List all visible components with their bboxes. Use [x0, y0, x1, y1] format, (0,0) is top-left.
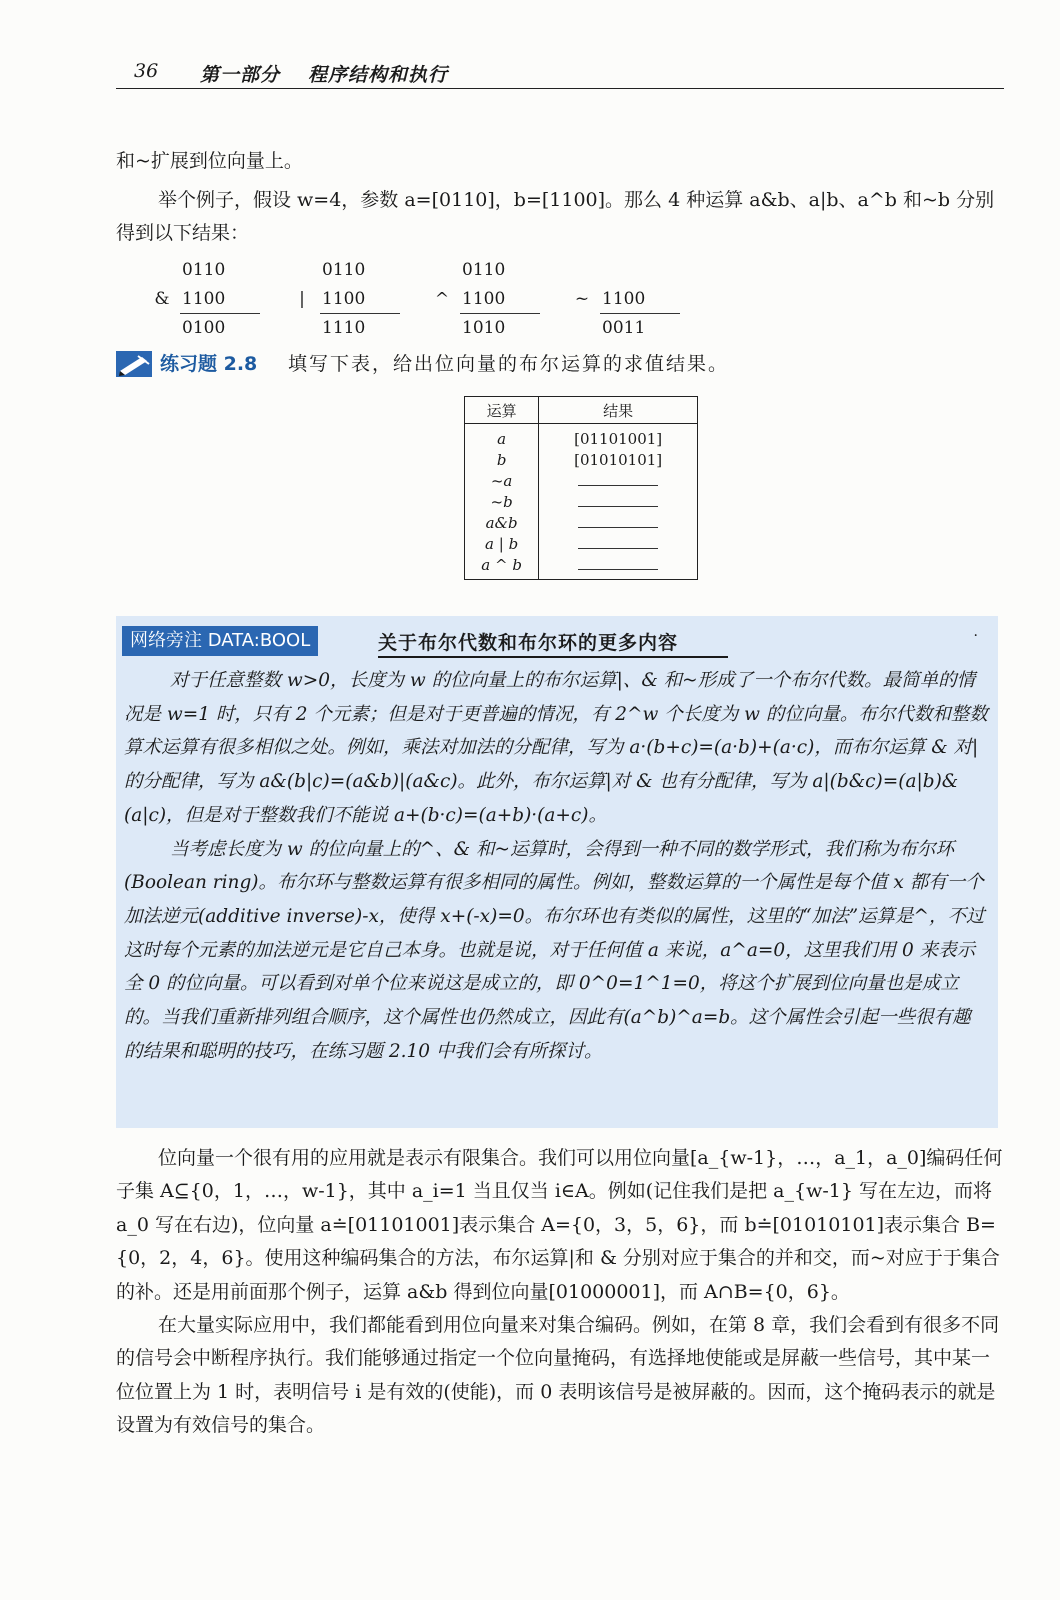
aside-body — [124, 664, 988, 1068]
answer-blank — [578, 555, 658, 570]
op-not: ~ 1100 0011 — [570, 256, 680, 343]
part-label: 第一部分 — [200, 64, 281, 86]
page-header — [116, 58, 1004, 89]
page-number: 36 — [134, 60, 159, 82]
exercise-2-8 — [116, 350, 1004, 380]
table-header-result: 结果 — [539, 397, 698, 424]
table-row: ~b — [465, 491, 698, 512]
table-row: a | b — [465, 533, 698, 554]
answer-blank — [578, 492, 658, 507]
aside-title-underline — [378, 656, 728, 658]
op-and: 0110 & 1100 0100 — [150, 256, 260, 343]
example-paragraph: 举个例子，假设 w=4，参数 a=[0110]，b=[1100]。那么 4 种运算 a&b、a|b、a^b 和~b 分别得到以下结果： — [116, 189, 995, 244]
signal-mask-paragraph: 在大量实际应用中，我们都能看到用位向量来对集合编码。例如，在第 8 章，我们会看到有很多不同的信号会中断程序执行。我们能够通过指定一个位向量掩码，有选择地使能或是屏蔽一些信号，其中某一位位置上为 1 时，表明信号 i 是有效的(使能)，而 0 表明该信号是被屏蔽的。因而，这个掩码表示的就是设置为有效信号的集合。 — [116, 1314, 1000, 1437]
answer-blank — [578, 534, 658, 549]
table-header-op: 运算 — [465, 397, 539, 424]
table-row: a ^ b — [465, 554, 698, 580]
aside-paragraph-2: 当考虑长度为 w 的位向量上的^、& 和~运算时，会得到一种不同的数学形式，我们称为布尔环(Boolean ring)。布尔环与整数运算有很多相同的属性。例如，整数运算的一个属性是每个值 x 都有一个加法逆元(additive inverse)-x，使得 x+(-x)=0。布尔环也有类似的属性，这里的“加法”运算是^，不过这时每个元素的加法逆元是它自己本身。也就是说，对于任何值 a 来说，a^a=0，这里我们用 0 来表示全 0 的位向量。可以看到对单个位来说这是成立的，即 0^0=1^1=0，将这个扩展到位向量也是成立的。当我们重新排列组合顺序，这个属性也仍然成立，因此有(a^b)^a=b。这个属性会引起一些很有趣的结果和聪明的技巧，在练习题 2.10 中我们会有所探讨。 — [124, 838, 985, 1062]
web-aside-box — [116, 616, 998, 1128]
op-or: 0110 | 1100 1110 — [290, 256, 400, 343]
intro-line: 和~扩展到位向量上。 — [116, 150, 303, 172]
exercise-text: 填写下表，给出位向量的布尔运算的求值结果。 — [288, 353, 730, 375]
aside-dot: · — [973, 628, 978, 644]
pencil-icon — [116, 351, 152, 377]
exercise-label: 练习题 2.8 — [160, 353, 258, 375]
exercise-table — [464, 396, 698, 580]
part-title: 程序结构和执行 — [308, 64, 449, 86]
table-row: a [01101001] — [465, 424, 698, 450]
main-text — [116, 1142, 1004, 1443]
table-row: b [01010101] — [465, 449, 698, 470]
aside-title: 关于布尔代数和布尔环的更多内容 — [378, 632, 679, 654]
answer-blank — [578, 471, 658, 486]
answer-blank — [578, 513, 658, 528]
set-encoding-paragraph: 位向量一个很有用的应用就是表示有限集合。我们可以用位向量[a_{w-1}，…，a_1，a_0]编码任何子集 A⊆{0，1，…，w-1}，其中 a_i=1 当且仅当 i∈A。例如(记住我们是把 a_{w-1} 写在左边，而将 a_0 写在右边)，位向量 a≐[01101001]表示集合 A={0，3，5，6}，而 b≐[01010101]表示集合 B={0，2，4，6}。使用这种编码集合的方法，布尔运算|和 & 分别对应于集合的并和交，而~对应于于集合的补。还是用前面那个例子，运算 a&b 得到位向量[01000001]，而 A∩B={0，6}。 — [116, 1147, 1003, 1303]
op-xor: 0110 ^ 1100 1010 — [430, 256, 540, 343]
aside-tag: 网络旁注 DATA:BOOL — [122, 626, 318, 656]
table-row: ~a — [465, 470, 698, 491]
bitwise-examples — [150, 256, 690, 346]
aside-paragraph-1: 对于任意整数 w>0，长度为 w 的位向量上的布尔运算|、& 和~形成了一个布尔代数。最简单的情况是 w=1 时，只有 2 个元素；但是对于更普遍的情况，有 2^w 个长度为 w 的位向量。布尔代数和整数算术运算有很多相似之处。例如，乘法对加法的分配律，写为 a·(b+c)=(a·b)+(a·c)，而布尔运算 & 对|的分配律，写为 a&(b|c)=(a&b)|(a&c)。此外，布尔运算|对 & 也有分配律，写为 a|(b&c)=(a|b)&(a|c)，但是对于整数我们不能说 a+(b·c)=(a+b)·(a+c)。 — [124, 670, 988, 826]
table-row: a&b — [465, 512, 698, 533]
